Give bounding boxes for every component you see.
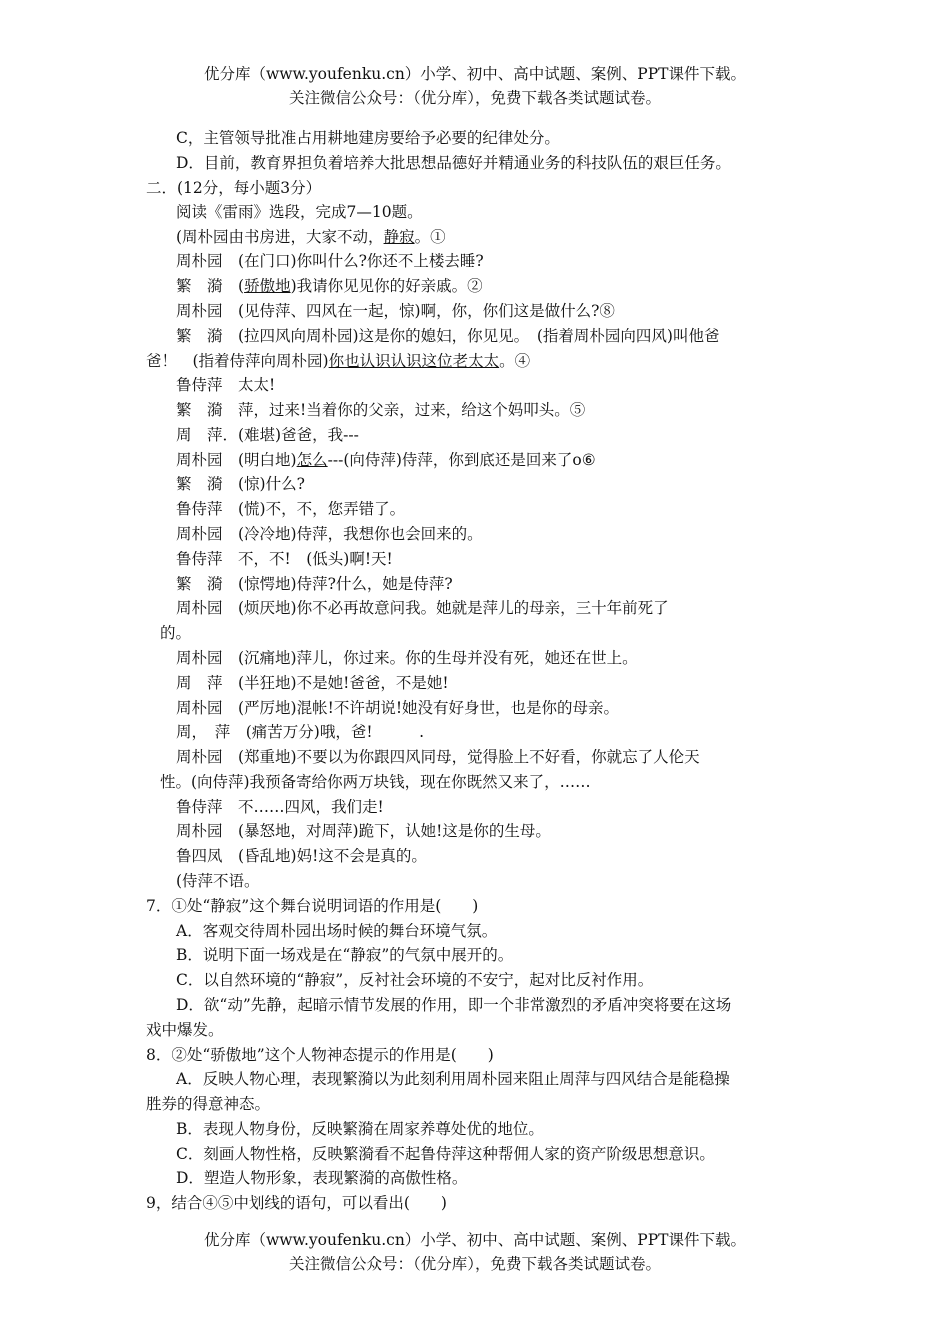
option-d: D．目前，教育界担负着培养大批思想品德好并精通业务的科技队伍的艰巨任务。 (176, 154, 731, 172)
question-7: 7．①处“静寂”这个舞台说明词语的作用是( ) (146, 897, 479, 915)
reading-intro: 阅读《雷雨》选段，完成7—10题。 (176, 203, 423, 221)
question-7-option-c: C．以自然环境的“静寂”，反衬社会环境的不安宁，起对比反衬作用。 (176, 971, 654, 989)
stage-direction-1: (周朴园由书房进，大家不动，静寂。① (176, 228, 446, 246)
page-header (0, 62, 950, 110)
dialogue-line: 繁 漪 (惊愕地)侍萍?什么，她是侍萍? (176, 575, 453, 593)
header-line-2: 关注微信公众号：（优分库），免费下载各类试题试卷。 (288, 89, 661, 107)
dialogue-line: 繁 漪 (拉四风向周朴园)这是你的媳妇，你见见。 (指着周朴园向四风)叫他爸 (176, 327, 720, 345)
dialogue-line: 周朴园 (烦厌地)你不必再故意问我。她就是萍儿的母亲，三十年前死了 (176, 599, 669, 617)
dialogue-line: 周 萍．(难堪)爸爸，我--- (176, 426, 359, 444)
question-8-option-b: B．表现人物身份，反映繁漪在周家养尊处优的地位。 (176, 1120, 544, 1138)
dialogue-line: 性。(向侍萍)我预备寄给你两万块钱，现在你既然又来了，…… (160, 773, 591, 791)
question-7-option-b: B．说明下面一场戏是在“静寂”的气氛中展开的。 (176, 946, 514, 964)
dialogue-line: 周朴园 (暴怒地，对周萍)跪下，认她!这是你的生母。 (176, 822, 551, 840)
dialogue-line: 爸！ (指着侍萍向周朴园)你也认识认识这位老太太。④ (146, 352, 531, 370)
dialogue-line: 周朴园 (见侍萍、四风在一起，惊)啊，你，你们这是做什么?⑧ (176, 302, 615, 320)
question-8-option-d: D．塑造人物形象，表现繁漪的高傲性格。 (176, 1169, 468, 1187)
dialogue-line: 鲁侍萍 太太! (176, 376, 276, 394)
question-8-option-a: A．反映人物心理，表现繁漪以为此刻利用周朴园来阻止周萍与四风结合是能稳操 (176, 1070, 730, 1088)
dialogue-line: 鲁侍萍 不……四风，我们走! (176, 798, 384, 816)
dialogue-line: 周朴园 (在门口)你叫什么?你还不上楼去睡? (176, 252, 484, 270)
dialogue-line: 繁 漪 萍，过来!当着你的父亲，过来，给这个妈叩头。⑤ (176, 401, 586, 419)
dialogue-line: 的。 (160, 624, 192, 642)
stage-direction-end: (侍萍不语。 (176, 872, 260, 890)
question-7-option-d: D．欲“动”先静，起暗示情节发展的作用，即一个非常激烈的矛盾冲突将要在这场 (176, 996, 732, 1014)
dialogue-line: 周朴园 (明白地)怎么---(向侍萍)侍萍，你到底还是回来了o⑥ (176, 451, 596, 469)
question-8-option-c: C．刻画人物性格，反映繁漪看不起鲁侍萍这种帮佣人家的资产阶级思想意识。 (176, 1145, 715, 1163)
section-2-heading: 二．(12分，每小题3分） (146, 179, 322, 197)
dialogue-line: 周朴园 (严厉地)混帐!不许胡说!她没有好身世，也是你的母亲。 (176, 699, 620, 717)
dialogue-line: 周， 萍 (痛苦万分)哦，爸! . (176, 723, 425, 741)
page-footer (0, 1228, 950, 1276)
footer-line-2: 关注微信公众号：（优分库），免费下载各类试题试卷。 (288, 1255, 661, 1273)
dialogue-line: 周 萍 (半狂地)不是她!爸爸，不是她! (176, 674, 449, 692)
question-7-option-d-cont: 戏中爆发。 (146, 1021, 224, 1039)
footer-line-1: 优分库（www.youfenku.cn）小学、初中、高中试题、案例、PPT课件下载。 (203, 1231, 747, 1249)
dialogue-line: 周朴园 (冷冷地)侍萍，我想你也会回来的。 (176, 525, 483, 543)
dialogue-line: 鲁侍萍 (慌)不，不，您弄错了。 (176, 500, 406, 518)
option-c: C，主管领导批准占用耕地建房要给予必要的纪律处分。 (176, 129, 560, 147)
dialogue-line: 鲁侍萍 不，不! (低头)啊!天! (176, 550, 393, 568)
dialogue-line: 周朴园 (沉痛地)萍儿，你过来。你的生母并没有死，她还在世上。 (176, 649, 638, 667)
header-line-1: 优分库（www.youfenku.cn）小学、初中、高中试题、案例、PPT课件下载。 (203, 65, 747, 83)
question-7-option-a: A．客观交待周朴园出场时候的舞台环境气氛。 (176, 922, 498, 940)
dialogue-line: 周朴园 (郑重地)不要以为你跟四风同母，觉得脸上不好看，你就忘了人伦天 (176, 748, 700, 766)
question-9: 9，结合④⑤中划线的语句，可以看出( ) (146, 1194, 447, 1212)
dialogue-line: 繁 漪 (惊)什么? (176, 475, 305, 493)
dialogue-line: 鲁四凤 (昏乱地)妈!这不会是真的。 (176, 847, 427, 865)
question-8: 8．②处“骄傲地”这个人物神态提示的作用是( ) (146, 1046, 494, 1064)
question-8-option-a-cont: 胜券的得意神态。 (146, 1095, 271, 1113)
dialogue-line: 繁 漪 (骄傲地)我请你见见你的好亲戚。② (176, 277, 483, 295)
